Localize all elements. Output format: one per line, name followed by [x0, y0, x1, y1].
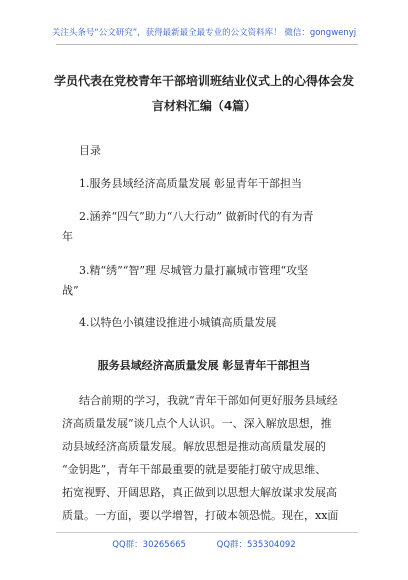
document-title-line-1: 学员代表在党校青年干部培训班结业仪式上的心得体会发 [53, 74, 354, 88]
body-line-3: 动县域经济高质量发展。解放思想是推动高质量发展的 [62, 440, 326, 453]
body-line-1: 结合前期的学习，我就“青年干部如何更好服务县域经 [79, 394, 338, 407]
toc-item-3[interactable]: 3.精“绣”“智”理 尽城管力量打赢城市管理“攻坚 [79, 264, 309, 277]
section-heading: 服务县域经济高质量发展 彰显青年干部担当 [97, 359, 311, 372]
footer [0, 538, 408, 550]
footer-qq-group-1: QQ群：30265665 [112, 540, 186, 550]
footer-qq-group-2: QQ群：535304092 [216, 540, 296, 550]
body-line-4: “金钥匙”，青年干部最重要的就是要能打破守成思维、 [62, 463, 327, 476]
header-banner: 关注头条号“公文研究”，获得最新最全最专业的公文资料库！ 微信：gongwenyj [51, 28, 357, 38]
toc-item-2[interactable]: 2.涵养“四气”助力“八大行动” 做新时代的有为青 [79, 210, 314, 223]
header-divider [56, 44, 358, 45]
toc-item-1[interactable]: 1.服务县域经济高质量发展 彰显青年干部担当 [79, 177, 302, 190]
toc-item-4[interactable]: 4.以特色小镇建设推进小城镇高质量发展 [79, 316, 277, 329]
toc-item-2-continued[interactable]: 年 [62, 230, 73, 243]
body-line-5: 拓宽视野、开阔思路，真正做到以思想大解放谋求发展高 [62, 486, 337, 499]
document-title-line-2: 言材料汇编（4篇） [151, 99, 257, 113]
body-line-2: 济高质量发展”谈几点个人认识。一、深入解放思想，推 [62, 417, 332, 430]
body-line-6: 质量。一方面，要以学增智，打破本领恐慌。现在，xx面 [62, 509, 339, 522]
toc-item-3-continued[interactable]: 战” [62, 284, 79, 297]
toc-heading: 目录 [79, 144, 101, 157]
footer-divider [56, 532, 358, 533]
